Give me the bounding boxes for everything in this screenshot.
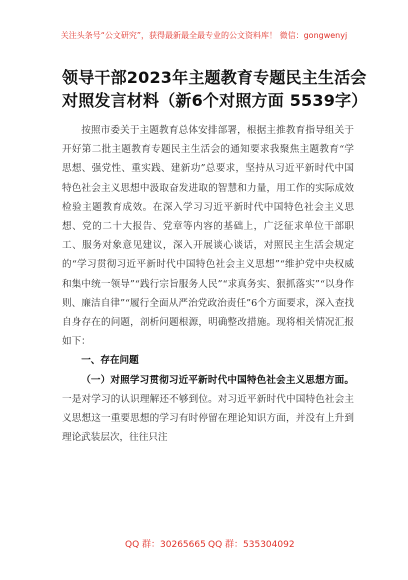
document-title	[62, 66, 368, 112]
subsection-heading: （一）对照学习贯彻习近平新时代中国特色社会主义思想方面。	[81, 374, 354, 386]
document-body	[62, 121, 354, 447]
intro-paragraph: 按照市委关于主题教育总体安排部署，根据主推教育指导组关于开好第二批主题教育专题民主生活会的通知要求我聚焦主题教育“学思想、强党性、重实践、建新功”总要求，坚持从习近平新时代中国特色社会主义思想中汲取奋发进取的智慧和力量，用工作的实际成效检验主题教育成效。在深入学习习近平新时代中国特色社会主义思想、党的二十大报告、党章等内容的基础上，广泛征求单位干部职工、服务对象意见建议，深入开展谈心谈话，对照民主生活会规定的“学习贯彻习近平新时代中国特色社会主义思想”“维护党中央权威和集中统一领导”“践行宗旨服务人民”“求真务实、狠抓落实”“以身作则、廉洁自律”“履行全面从严治党政治责任”6个方面要求，深入查找自身存在的问题，剖析问题根源，明确整改措施。现将相关情况汇报如下：	[62, 125, 354, 348]
subsection-text: 一是对学习的认识理解还不够到位。对习近平新时代中国特色社会主义思想这一重要思想的学习有时停留在理论知识方面，并没有上升到理论武装层次，往往只注	[62, 393, 354, 444]
section-heading: 一、存在问题	[81, 355, 139, 367]
title-line-1: 领导干部2023年主题教育专题民主生活会	[62, 68, 367, 87]
title-line-2: 对照发言材料（新6个对照方面 5539字）	[62, 91, 368, 110]
subsection-paragraph	[62, 371, 354, 448]
header-note: 关注头条号“公文研究”，获得最新最全最专业的公文资料库！ 微信：gongwenyj	[60, 31, 348, 40]
footer-qq-group-1: QQ 群：30265665	[125, 540, 206, 550]
footer-qq-group-2: QQ 群：535304092	[208, 540, 295, 550]
